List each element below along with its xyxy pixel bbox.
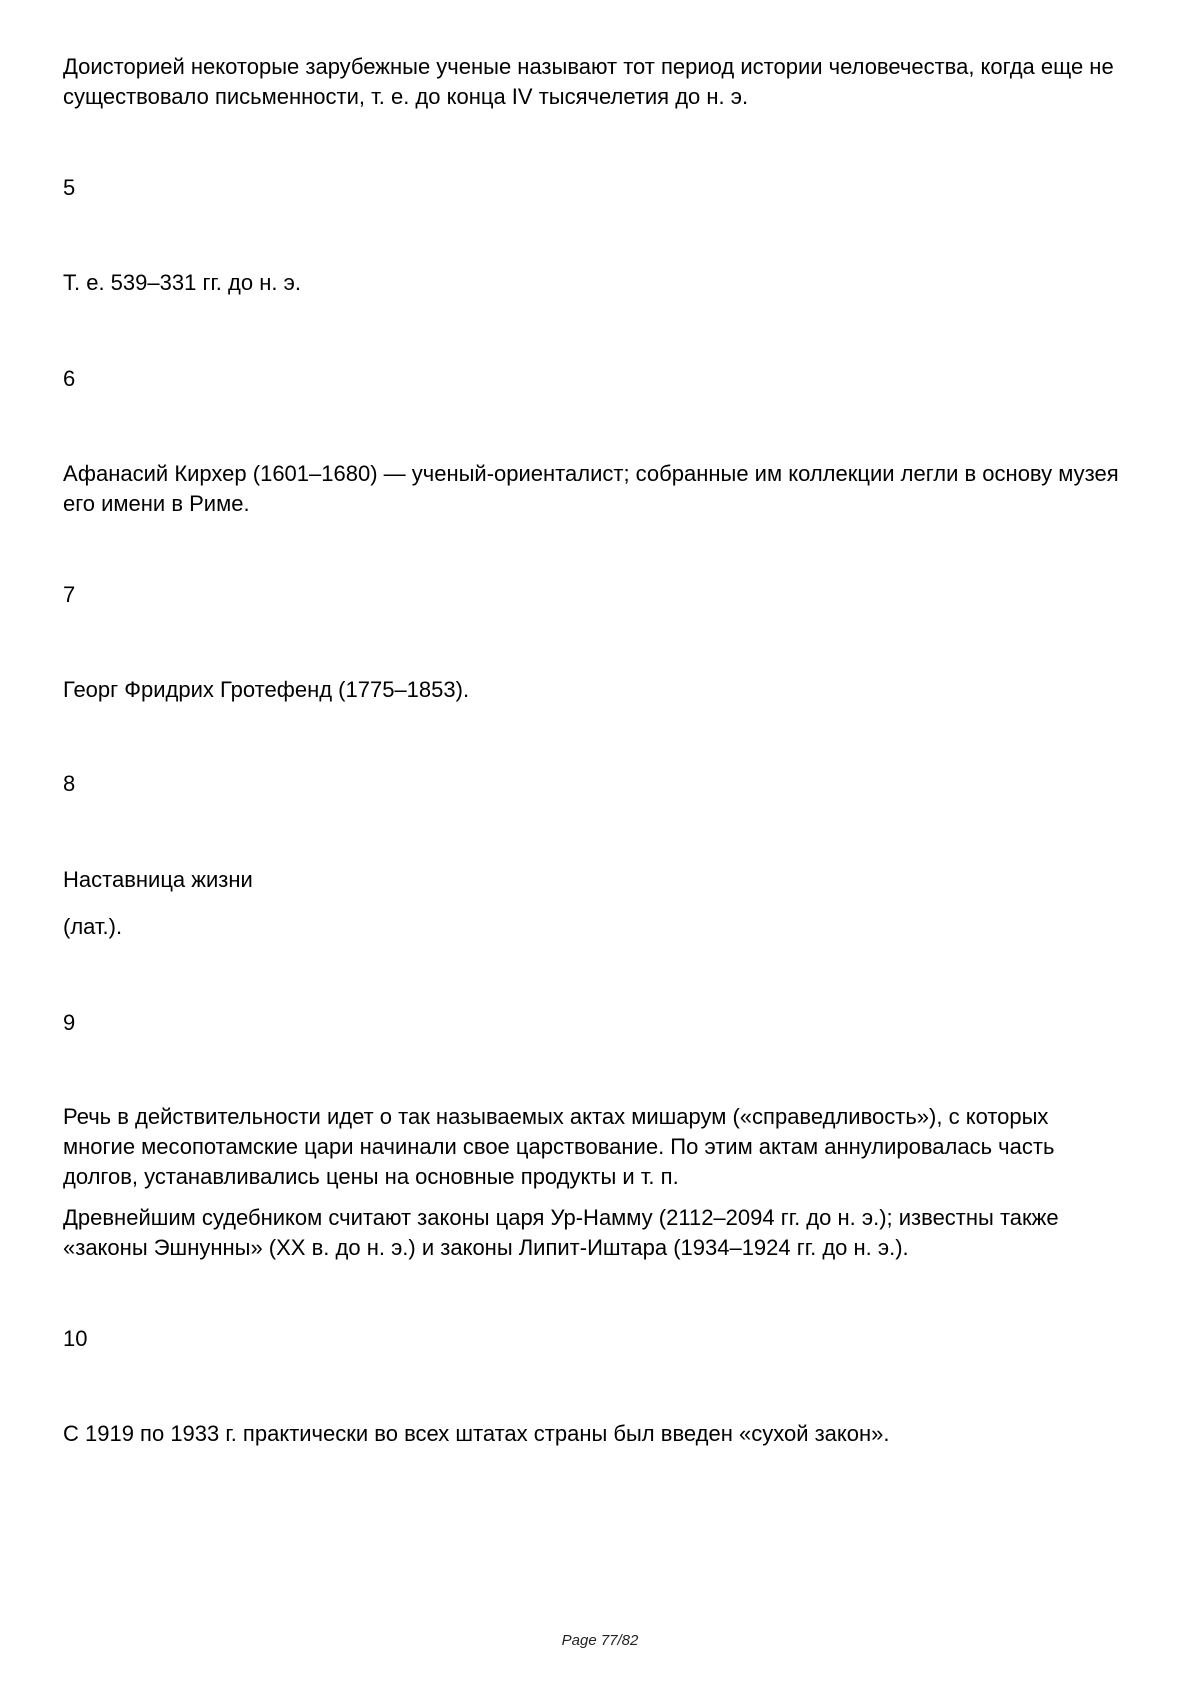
footnote-text-prehistory: Доисторией некоторые зарубежные ученые называют тот период истории человечества, когда еще не существовало письменности, т. е. до конца IV тысячелетия до н. э. <box>63 54 1114 109</box>
footnote-text-8: Наставница жизни <box>63 867 253 892</box>
footnote-text-10: С 1919 по 1933 г. практически во всех штатах страны был введен «сухой закон». <box>63 1421 890 1446</box>
footnote-number-6: 6 <box>63 366 76 391</box>
footnote-text-7: Георг Фридрих Гротефенд (1775–1853). <box>63 677 470 702</box>
footnote-text-5: Т. е. 539–331 гг. до н. э. <box>63 270 301 295</box>
footnote-text-6: Афанасий Кирхер (1601–1680) — ученый-ориенталист; собранные им коллекции легли в основу музея его имени в Риме. <box>63 461 1119 516</box>
footnote-number-9: 9 <box>63 1010 76 1035</box>
footnote-number-10: 10 <box>63 1326 88 1351</box>
footnote-number-5: 5 <box>63 175 76 200</box>
footnote-number-7: 7 <box>63 582 76 607</box>
footnote-number-8: 8 <box>63 771 76 796</box>
footnote-text-9-para-2: Древнейшим судебником считают законы царя Ур-Намму (2112–2094 гг. до н. э.); известны также «законы Эшнунны» (XX в. до н. э.) и законы Липит-Иштара (1934–1924 гг. до н. э.). <box>63 1205 1059 1260</box>
page-number-footer: Page 77/82 <box>561 1632 639 1649</box>
footnote-text-8-lang: (лат.). <box>63 914 123 939</box>
footnote-text-9-para-1: Речь в действительности идет о так называемых актах мишарум («справедливость»), с которых многие месопотамские цари начинали свое царствование. По этим актам аннулировалась часть долгов, устанавливались цены на основные продукты и т. п. <box>63 1104 1055 1189</box>
